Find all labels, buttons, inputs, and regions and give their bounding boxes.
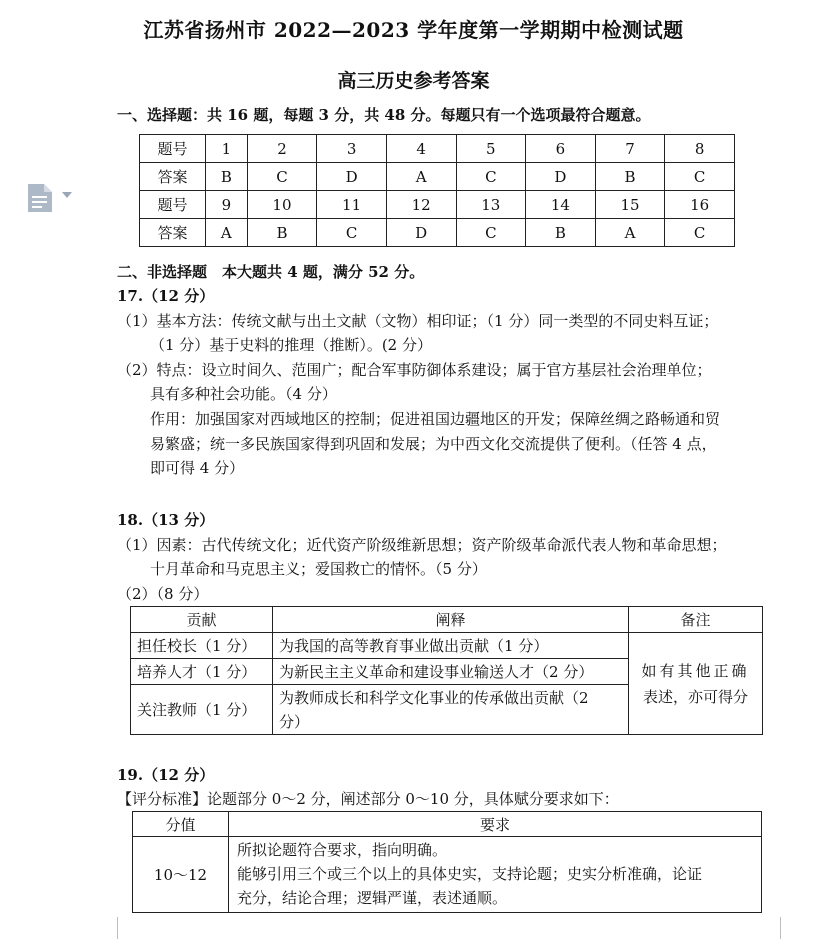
q17-line: （1 分）基于史料的推理（推断）。(2 分） (150, 336, 432, 354)
q18-line: （1）因素：古代传统文化；近代资产阶级维新思想；资产阶级革命派代表人物和革命思想； (117, 536, 727, 554)
q18-heading: 18.（13 分） (117, 511, 215, 529)
page-corner-mark-left (88, 917, 118, 939)
table-header-row (131, 607, 763, 633)
column-header: 要求 (229, 812, 762, 837)
table-row (131, 633, 763, 659)
table-row: 答案 B C D A C D B C (140, 163, 735, 191)
table-cell: 10～12 (133, 837, 229, 913)
column-header: 阐释 (273, 607, 629, 633)
page-corner-mark-right (780, 917, 810, 939)
q17-heading: 17.（12 分） (117, 287, 215, 305)
q18-line: 十月革命和马克思主义；爱国救亡的情怀。（5 分） (150, 560, 487, 578)
scoring-table (132, 811, 762, 913)
table-row (133, 837, 762, 913)
table-row: 题号 9 10 11 12 13 14 15 16 (140, 191, 735, 219)
q18-line: （2）（8 分） (117, 585, 209, 603)
section1-heading: 一、选择题：共 16 题，每题 3 分，共 48 分。每题只有一个选项最符合题意。 (117, 106, 651, 124)
q17-line: 即可得 4 分） (150, 459, 245, 477)
answer-table (139, 134, 735, 247)
table-cell: 为教师成长和科学文化事业的传承做出贡献（2 分） (273, 685, 629, 735)
q19-criteria: 【评分标准】论题部分 0～2 分，阐述部分 0～10 分，具体赋分要求如下： (117, 790, 619, 808)
q17-line: 具有多种社会功能。（4 分） (150, 385, 337, 403)
column-header: 分值 (133, 812, 229, 837)
column-header: 贡献 (131, 607, 273, 633)
table-row: 题号 1 2 3 4 5 6 7 8 (140, 135, 735, 163)
document-icon[interactable] (26, 183, 54, 213)
page-title: 江苏省扬州市 2022—2023 学年度第一学期期中检测试题 (143, 18, 684, 42)
q17-line: 易繁盛；统一多民族国家得到巩固和发展；为中西文化交流提供了便利。（任答 4 点， (150, 435, 717, 453)
q17-line: （2）特点：设立时间久、范围广；配合军事防御体系建设；属于官方基层社会治理单位； (117, 361, 712, 379)
table-cell: 为新民主主义革命和建设事业输送人才（2 分） (273, 659, 629, 685)
q17-line: 作用：加强国家对西域地区的控制；促进祖国边疆地区的开发；保障丝绸之路畅通和贸 (150, 410, 721, 428)
contribution-table (130, 606, 763, 735)
table-cell: 担任校长（1 分） (131, 633, 273, 659)
table-cell: 关注教师（1 分） (131, 685, 273, 735)
table-cell: 为我国的高等教育事业做出贡献（1 分） (273, 633, 629, 659)
page-subtitle: 高三历史参考答案 (337, 70, 490, 92)
column-header: 备注 (629, 607, 763, 633)
note-cell: 如有其他正确 表述，亦可得分 (629, 633, 763, 735)
q17-line: （1）基本方法：传统文献与出土文献（文物）相印证；（1 分）同一类型的不同史料互证； (117, 312, 719, 330)
table-row: 答案 A B C D C B A C (140, 219, 735, 247)
table-header-row (133, 812, 762, 837)
section2-heading: 二、非选择题 本大题共 4 题，满分 52 分。 (117, 263, 425, 281)
chevron-down-icon[interactable] (62, 192, 72, 198)
table-cell: 培养人才（1 分） (131, 659, 273, 685)
table-cell: 所拟论题符合要求，指向明确。 能够引用三个或三个以上的具体史实，支持论题；史实分析准确，论证 充分，结论合理；逻辑严谨，表述通顺。 (229, 837, 762, 913)
q19-heading: 19.（12 分） (117, 766, 215, 784)
